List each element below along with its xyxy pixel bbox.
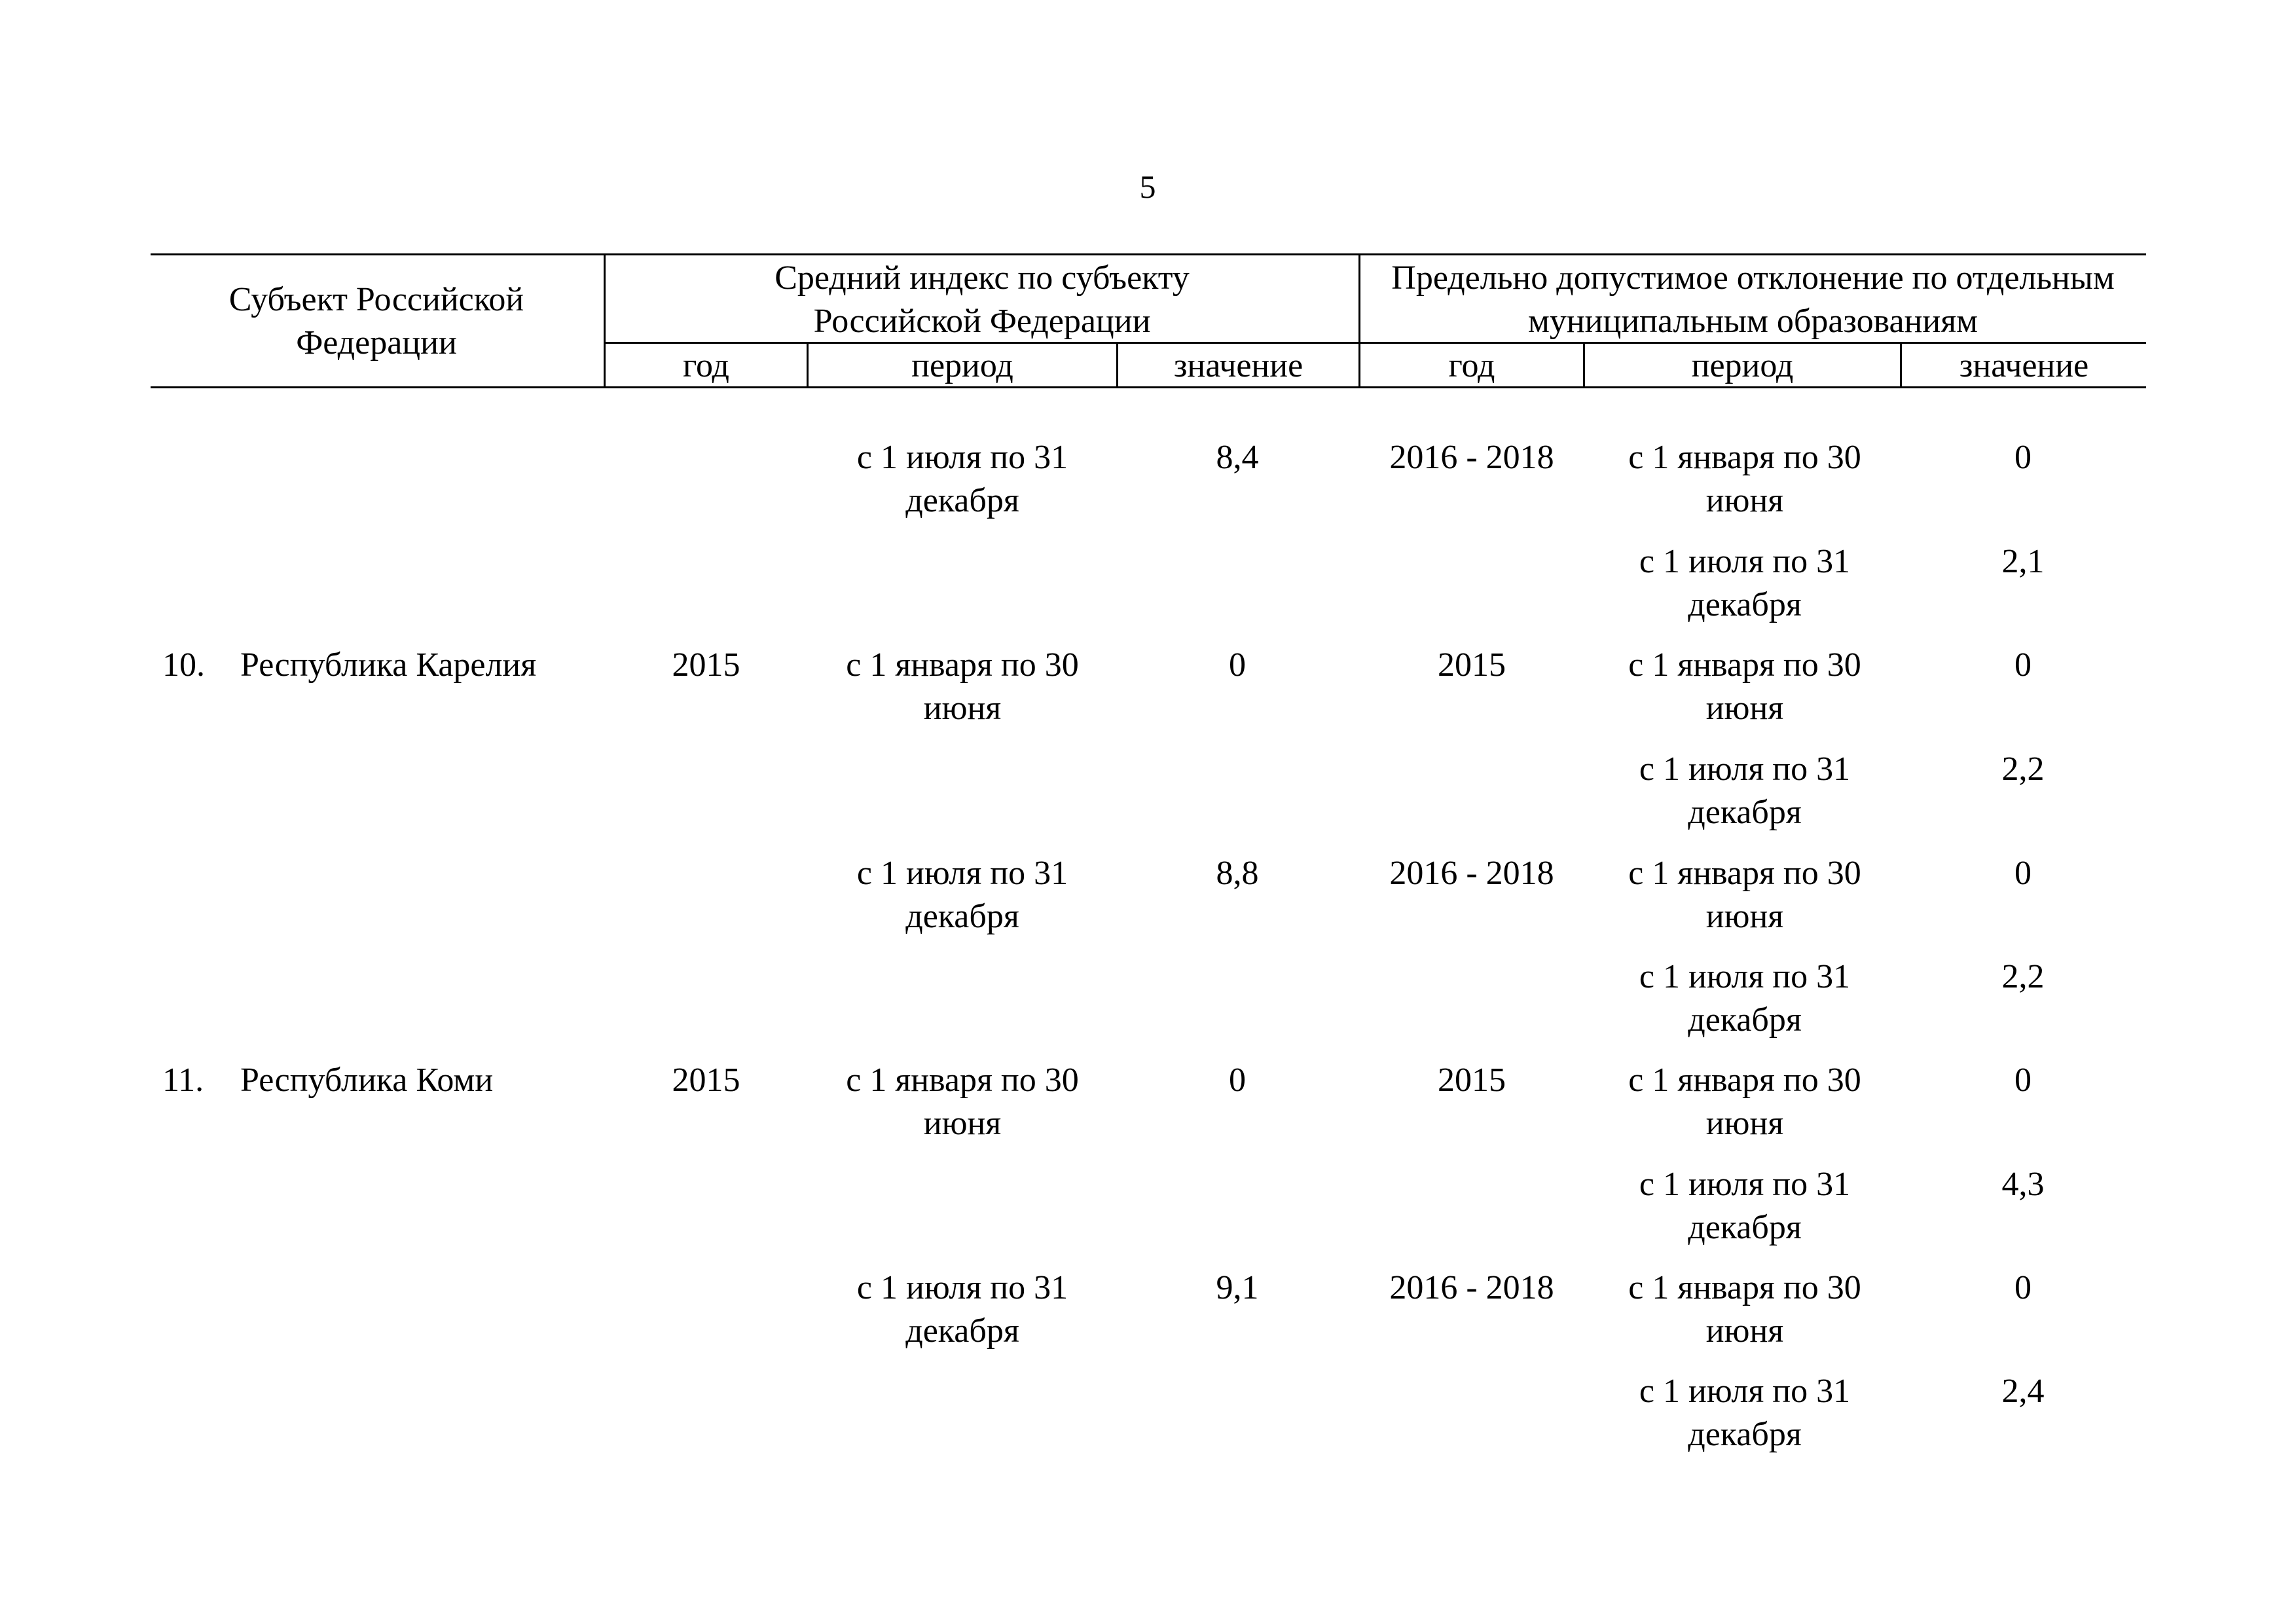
b-period-cell: с 1 июля по 31 декабря	[1639, 750, 1851, 831]
b-period-cell: с 1 июля по 31 декабря	[1639, 543, 1851, 623]
header-b-period: период	[1691, 347, 1794, 384]
table-top-rule	[151, 253, 2146, 255]
b-period-cell: с 1 января по 30 июня	[1628, 646, 1861, 727]
header-a-year: год	[683, 347, 729, 384]
a-year-cell: 2015	[672, 1061, 740, 1099]
subject-name: Республика Карелия	[240, 646, 537, 684]
b-year-cell: 2015	[1438, 646, 1506, 684]
b-value-cell: 0	[2014, 646, 2032, 684]
a-period-cell: с 1 июля по 31 декабря	[856, 439, 1068, 519]
b-period-cell: с 1 июля по 31 декабря	[1639, 1166, 1851, 1246]
header-a-period: период	[911, 347, 1013, 384]
header-avg-index: Средний индекс по субъекту Российской Федерации	[774, 259, 1190, 340]
a-period-cell: с 1 июля по 31 декабря	[856, 1269, 1068, 1350]
header-max-deviation: Предельно допустимое отклонение по отдельным муниципальным образованиям	[1391, 259, 2115, 340]
row-number: 11.	[162, 1061, 204, 1099]
header-b-year: год	[1448, 347, 1495, 384]
b-value-cell: 0	[2014, 439, 2032, 476]
a-period-cell: с 1 января по 30 июня	[846, 646, 1079, 727]
a-value-cell: 8,4	[1216, 439, 1259, 476]
header-subject: Субъект Российской Федерации	[228, 281, 524, 361]
b-period-cell: с 1 января по 30 июня	[1628, 1061, 1861, 1142]
b-value-cell: 4,3	[2001, 1166, 2045, 1203]
b-period-cell: с 1 января по 30 июня	[1628, 439, 1861, 519]
page-number: 5	[1139, 168, 1156, 205]
b-value-cell: 0	[2014, 855, 2032, 892]
a-value-cell: 8,8	[1216, 855, 1259, 892]
b-year-cell: 2016 - 2018	[1389, 855, 1554, 892]
b-value-cell: 2,4	[2001, 1373, 2045, 1410]
b-year-cell: 2016 - 2018	[1389, 1269, 1554, 1306]
b-value-cell: 0	[2014, 1061, 2032, 1099]
row-number: 10.	[162, 646, 205, 684]
a-value-cell: 0	[1229, 1061, 1246, 1099]
a-period-cell: с 1 июля по 31 декабря	[856, 855, 1068, 935]
b-value-cell: 2,2	[2001, 750, 2045, 788]
b-year-cell: 2016 - 2018	[1389, 439, 1554, 476]
b-period-cell: с 1 июля по 31 декабря	[1639, 1373, 1851, 1453]
a-period-cell: с 1 января по 30 июня	[846, 1061, 1079, 1142]
subject-name: Республика Коми	[240, 1061, 494, 1099]
b-period-cell: с 1 января по 30 июня	[1628, 1269, 1861, 1350]
b-value-cell: 2,2	[2001, 958, 2045, 995]
a-value-cell: 9,1	[1216, 1269, 1259, 1306]
header-b-value: значение	[1959, 347, 2089, 384]
a-value-cell: 0	[1229, 646, 1246, 684]
header-a-value: значение	[1173, 347, 1303, 384]
b-value-cell: 2,1	[2001, 543, 2045, 580]
b-period-cell: с 1 января по 30 июня	[1628, 855, 1861, 935]
a-year-cell: 2015	[672, 646, 740, 684]
b-period-cell: с 1 июля по 31 декабря	[1639, 958, 1851, 1039]
b-year-cell: 2015	[1438, 1061, 1506, 1099]
b-value-cell: 0	[2014, 1269, 2032, 1306]
